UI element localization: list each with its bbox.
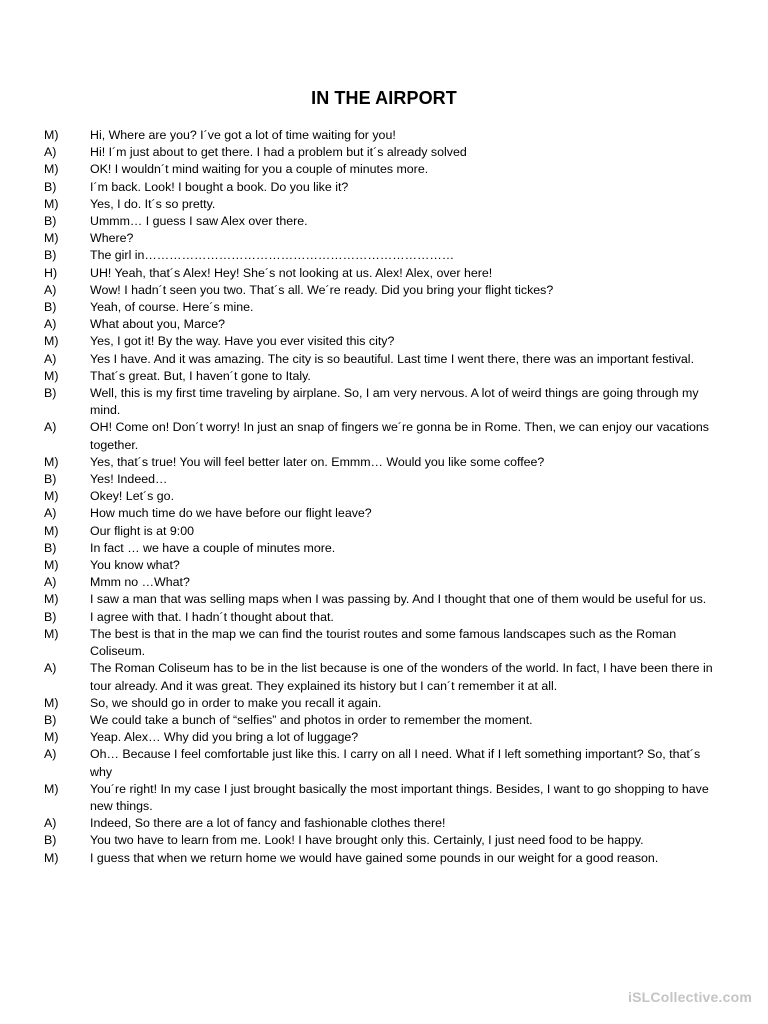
speaker-label: B) [44,609,57,624]
speech-text: Well, this is my first time traveling by airplane. So, I am very nervous. A lot of weird things are going through my mind. [90,386,699,418]
speaker-label: B) [44,712,57,727]
dialogue-line [44,712,724,729]
dialogue-line [44,299,724,316]
speech-text: Yes, that´s true! You will feel better later on. Emmm… Would you like some coffee? [90,454,545,469]
dialogue-line [44,196,724,213]
speaker-label: A) [44,747,57,762]
speech-text: I guess that when we return home we would have gained some pounds in our weight for a good reason. [90,850,659,865]
dialogue-line [44,179,724,196]
dialogue-line [44,161,724,178]
speaker-label: M) [44,368,59,383]
speaker-label: A) [44,317,57,332]
speech-text: Wow! I hadn´t seen you two. That´s all. We´re ready. Did you bring your flight tickes? [90,282,554,297]
dialogue-line [44,626,724,660]
speaker-label: M) [44,558,59,573]
speech-text: I saw a man that was selling maps when I was passing by. And I thought that one of them would be useful for us. [90,592,707,607]
speaker-label: M) [44,162,59,177]
dialogue-line [44,419,724,453]
speaker-label: M) [44,334,59,349]
speech-text: You´re right! In my case I just brought basically the most important things. Besides, I want to go shopping to have new things. [90,781,709,813]
speaker-label: M) [44,730,59,745]
speech-text: OK! I wouldn´t mind waiting for you a couple of minutes more. [90,162,429,177]
speaker-label: A) [44,282,57,297]
speaker-label: B) [44,214,57,229]
dialogue-line [44,746,724,780]
dialogue-line [44,265,724,282]
speech-text: Yes, I got it! By the way. Have you ever visited this city? [90,334,395,349]
speech-text: Yes! Indeed… [90,472,168,487]
dialogue-line [44,591,724,608]
dialogue-line [44,333,724,350]
speech-text: The best is that in the map we can find the tourist routes and some famous landscapes such as the Roman Coliseum. [90,626,677,659]
speaker-label: A) [44,816,57,831]
speaker-label: B) [44,472,57,487]
speaker-label: M) [44,196,59,211]
speech-text: I´m back. Look! I bought a book. Do you like it? [90,179,349,194]
speech-text: Yeah, of course. Here´s mine. [90,300,254,315]
speaker-label: A) [44,506,57,521]
speech-text: Ummm… I guess I saw Alex over there. [90,214,308,229]
dialogue-line [44,368,724,385]
watermark: iSLCollective.com [628,989,752,1005]
speech-text: OH! Come on! Don´t worry! In just an snap of fingers we´re gonna be in Rome. Then, we can enjoy our vacations together. [90,420,709,452]
dialogue-line [44,144,724,161]
speech-text: What about you, Marce? [90,317,225,332]
speaker-label: M) [44,523,59,538]
speech-text: So, we should go in order to make you recall it again. [90,695,382,710]
speech-text: Yes I have. And it was amazing. The city is so beautiful. Last time I went there, there was an important festival. [90,351,695,366]
speaker-label: B) [44,179,57,194]
speech-text: Hi! I´m just about to get there. I had a problem but it´s already solved [90,145,467,160]
dialogue-line [44,850,724,867]
speech-text: In fact … we have a couple of minutes more. [90,540,336,555]
speech-text: Oh… Because I feel comfortable just like this. I carry on all I need. What if I left something important? So, that´s why [90,747,701,779]
speech-text: Where? [90,231,134,246]
dialogue-line [44,230,724,247]
dialogue-line [44,385,724,419]
dialogue-line [44,729,724,746]
speech-text: That´s great. But, I haven´t gone to Italy. [90,368,311,383]
speaker-label: M) [44,695,59,710]
speaker-label: A) [44,145,57,160]
speaker-label: M) [44,850,59,865]
speaker-label: H) [44,265,58,280]
dialogue-line [44,523,724,540]
speech-text: The Roman Coliseum has to be in the list because is one of the wonders of the world. In fact, I have been there in tour already. And it was great. They explained its history but I can´t remember it at all. [90,661,713,693]
speech-text: Mmm no …What? [90,575,190,590]
dialogue-line [44,609,724,626]
speaker-label: B) [44,248,57,263]
speaker-label: A) [44,351,57,366]
speaker-label: A) [44,661,57,676]
speech-text: The girl in………………………………………………………………… [90,248,455,263]
dialogue-line [44,247,724,264]
speech-text: Okey! Let´s go. [90,489,175,504]
dialogue-line [44,282,724,299]
speech-text: I agree with that. I hadn´t thought about that. [90,609,334,624]
speech-text: You two have to learn from me. Look! I have brought only this. Certainly, I just need food to be happy. [90,833,644,848]
speaker-label: M) [44,454,59,469]
dialogue-line [44,557,724,574]
dialogue-line [44,695,724,712]
dialogue-line [44,505,724,522]
speaker-label: B) [44,540,57,555]
speaker-label: M) [44,231,59,246]
speech-text: Hi, Where are you? I´ve got a lot of time waiting for you! [90,128,396,142]
dialogue-line [44,488,724,505]
dialogue-line [44,454,724,471]
speech-text: How much time do we have before our flight leave? [90,506,372,521]
speaker-label: M) [44,489,59,504]
dialogue-line [44,316,724,333]
dialogue-line [44,574,724,591]
speech-text: UH! Yeah, that´s Alex! Hey! She´s not looking at us. Alex! Alex, over here! [90,265,493,280]
speech-text: We could take a bunch of “selfies” and photos in order to remember the moment. [90,712,533,727]
dialogue-line [44,832,724,849]
speech-text: Yes, I do. It´s so pretty. [90,196,216,211]
speech-text: You know what? [90,558,180,573]
speaker-label: B) [44,300,57,315]
speaker-label: M) [44,626,59,641]
dialogue-line [44,660,724,694]
speaker-label: M) [44,781,59,796]
speech-text: Indeed, So there are a lot of fancy and fashionable clothes there! [90,816,446,831]
dialogue-line [44,540,724,557]
dialogue-line [44,213,724,230]
dialogue-line [44,127,724,144]
speaker-label: M) [44,128,59,142]
page-title: IN THE AIRPORT [311,88,457,108]
speaker-label: A) [44,575,57,590]
dialogue-line [44,471,724,488]
speaker-label: B) [44,386,57,401]
speaker-label: A) [44,420,57,435]
speech-text: Our flight is at 9:00 [90,523,194,538]
speaker-label: B) [44,833,57,848]
dialogue-list [44,127,724,867]
speech-text: Yeap. Alex… Why did you bring a lot of luggage? [90,730,359,745]
dialogue-line [44,351,724,368]
dialogue-line [44,781,724,815]
speaker-label: M) [44,592,59,607]
dialogue-line [44,815,724,832]
